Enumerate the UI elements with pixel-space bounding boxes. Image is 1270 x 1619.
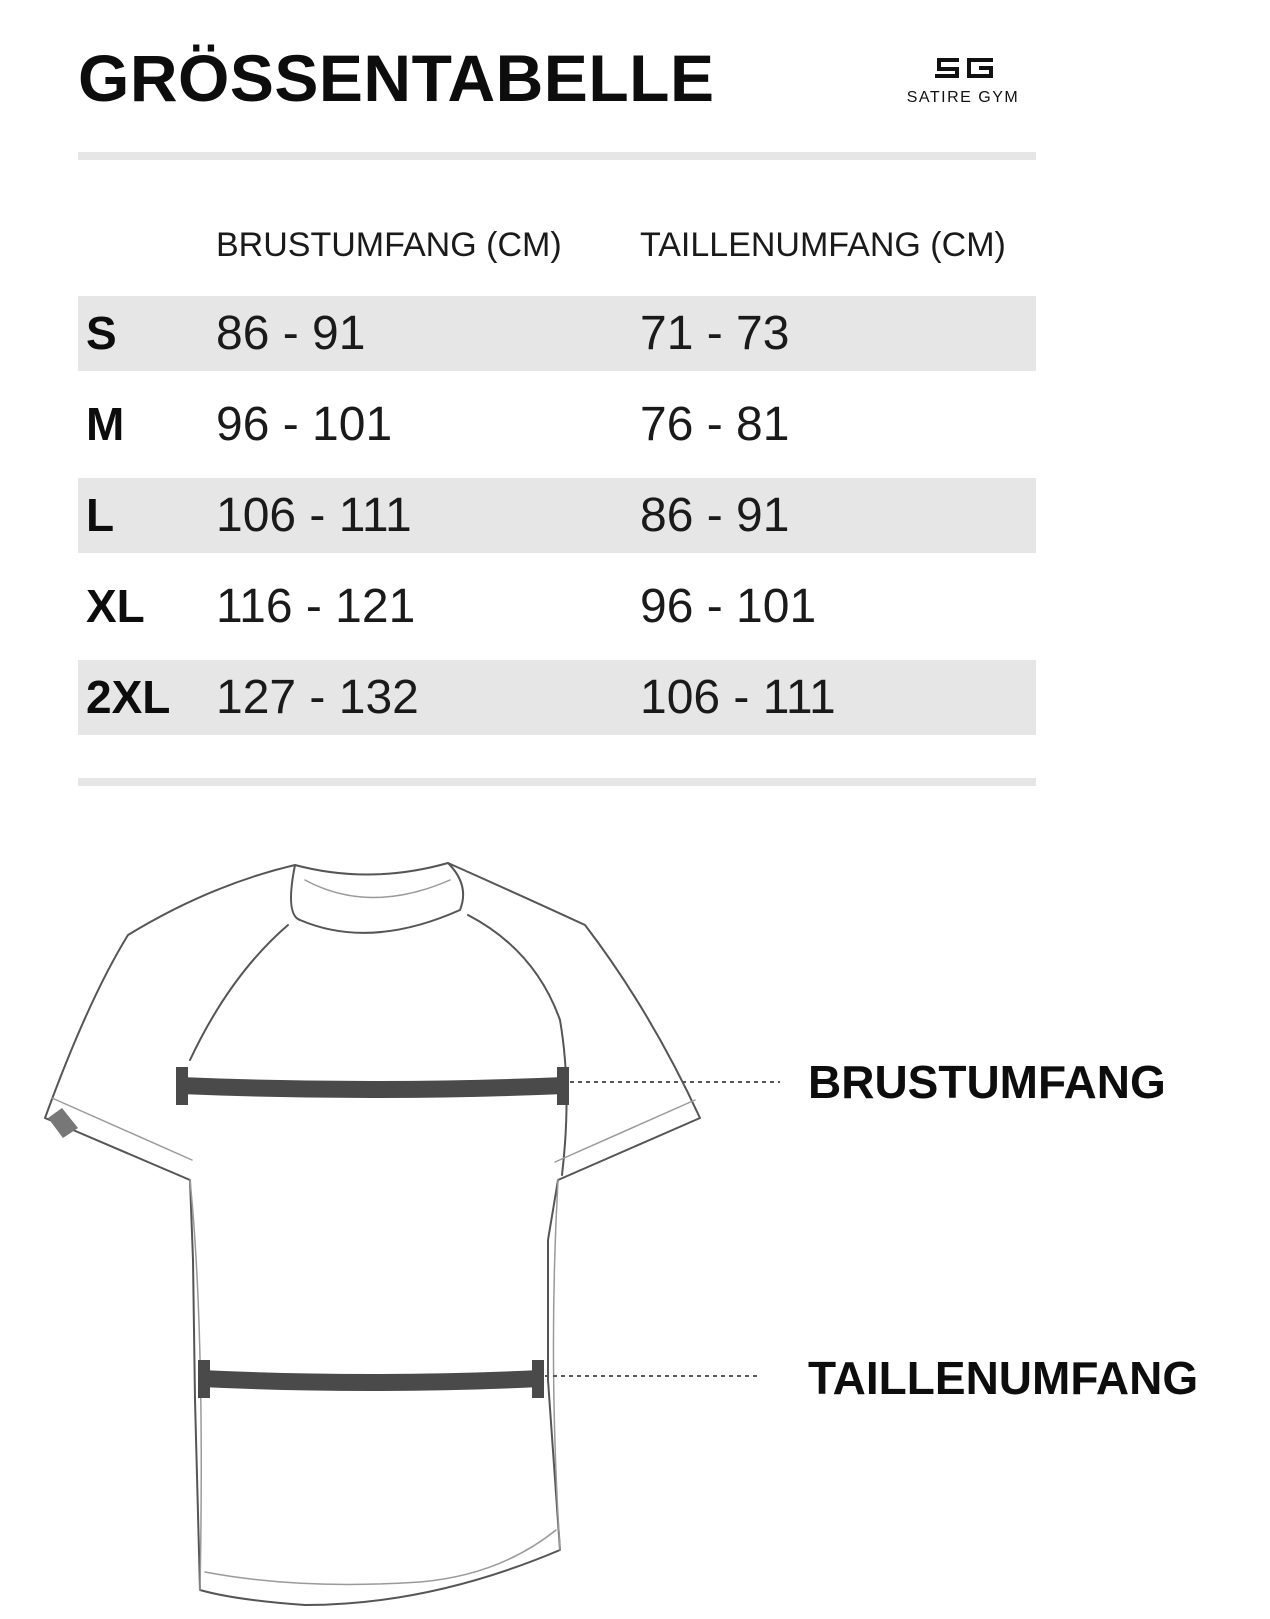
waist-label: TAILLENUMFANG (808, 1352, 1199, 1404)
chest-column-header: BRUSTUMFANG (CM) (216, 226, 562, 264)
table-row (78, 478, 1036, 553)
waist-column-header: TAILLENUMFANG (CM) (640, 226, 1006, 264)
table-row (78, 660, 1036, 735)
brand-name: SATIRE GYM (906, 89, 1020, 106)
bottom-divider (78, 778, 1036, 786)
table-row (78, 296, 1036, 371)
chest-value: 86 - 91 (216, 307, 366, 360)
table-row (78, 569, 1036, 644)
chest-value: 106 - 111 (216, 489, 412, 542)
size-label: S (86, 307, 117, 359)
chest-value: 96 - 101 (216, 398, 393, 451)
page-title: GRÖSSENTABELLE (78, 41, 715, 115)
size-label: XL (86, 580, 145, 632)
chest-value: 116 - 121 (216, 580, 416, 633)
top-divider (78, 152, 1036, 160)
tshirt-diagram (0, 800, 1270, 1619)
brand-logo (888, 52, 1038, 112)
waist-value: 71 - 73 (640, 307, 790, 360)
waist-value: 76 - 81 (640, 398, 790, 451)
waist-value: 86 - 91 (640, 489, 790, 542)
size-label: M (86, 398, 125, 450)
waist-value: 106 - 111 (640, 671, 836, 724)
tshirt-outline (45, 863, 700, 1605)
chest-label: BRUSTUMFANG (808, 1056, 1166, 1108)
size-label: 2XL (86, 671, 171, 723)
table-row (78, 387, 1036, 462)
waist-value: 96 - 101 (640, 580, 817, 633)
chest-value: 127 - 132 (216, 671, 419, 724)
sg-monogram-icon (933, 52, 995, 84)
size-label: L (86, 489, 115, 541)
